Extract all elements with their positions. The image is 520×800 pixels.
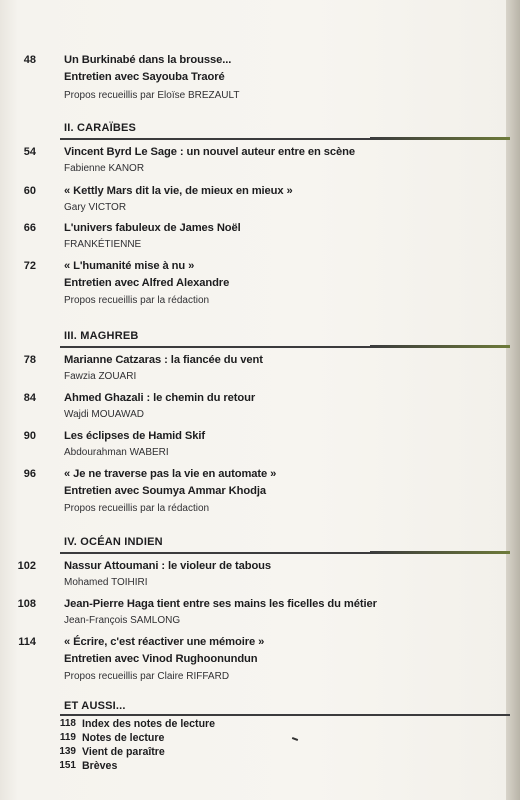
et-aussi-label: Brèves: [82, 760, 118, 772]
toc-entry-author: Abdourahman WABERI: [64, 447, 169, 458]
toc-entry-subtitle: Entretien avec Sayouba Traoré: [64, 71, 225, 83]
toc-page-number: 60: [23, 185, 36, 197]
toc-page-number: 48: [23, 54, 36, 66]
book-spine-edge: [506, 0, 520, 800]
toc-page-number: 84: [23, 392, 36, 404]
toc-page-number: 78: [23, 354, 36, 366]
section-heading-et-aussi: ET AUSSI...: [64, 700, 126, 712]
toc-entry-author: Mohamed TOIHIRI: [64, 577, 148, 588]
section-rule: [60, 138, 510, 140]
section-heading-ocean-indien: IV. OCÉAN INDIEN: [64, 536, 163, 548]
toc-entry-author: Propos recueillis par Eloïse BREZAULT: [64, 90, 240, 101]
et-aussi-item: [44, 746, 494, 760]
toc-page-number: 66: [23, 222, 36, 234]
toc-entry-author: Propos recueillis par la rédaction: [64, 295, 210, 306]
et-aussi-item: [44, 718, 494, 732]
toc-entry-title: Les éclipses de Hamid Skif: [64, 430, 206, 442]
et-aussi-label: Index des notes de lecture: [82, 718, 216, 730]
toc-entry-author: Propos recueillis par Claire RIFFARD: [64, 671, 230, 682]
toc-page-number: 72: [23, 260, 36, 272]
toc-page-number: 114: [18, 636, 36, 648]
toc-page-number: 96: [23, 468, 36, 480]
toc-entry-title: Vincent Byrd Le Sage : un nouvel auteur entre en scène: [64, 146, 355, 158]
section-rule: [60, 552, 510, 554]
toc-page-number: 102: [17, 560, 36, 572]
et-aussi-page-number: 139: [59, 746, 76, 757]
toc-entry-subtitle: Entretien avec Soumya Ammar Khodja: [64, 485, 266, 497]
toc-entry-title: Un Burkinabé dans la brousse...: [64, 54, 232, 66]
toc-page-number: 54: [23, 146, 36, 158]
toc-entry-title: « Je ne traverse pas la vie en automate »: [64, 468, 277, 480]
toc-entry-author: Gary VICTOR: [64, 202, 127, 213]
section-rule: [60, 346, 510, 348]
section-rule-accent: [370, 137, 510, 140]
toc-entry-author: Wajdi MOUAWAD: [64, 409, 144, 420]
toc-entry-title: « Écrire, c'est réactiver une mémoire »: [64, 636, 265, 648]
toc-entry-author: FRANKÉTIENNE: [64, 239, 142, 250]
toc-entry-author: Propos recueillis par la rédaction: [64, 503, 210, 514]
section-rule-accent: [370, 345, 510, 348]
toc-entry-title: Marianne Catzaras : la fiancée du vent: [64, 354, 263, 366]
et-aussi-label: Vient de paraître: [82, 746, 165, 758]
toc-entry-title: Jean-Pierre Haga tient entre ses mains les ficelles du métier: [64, 598, 377, 610]
et-aussi-label: Notes de lecture: [82, 732, 165, 744]
toc-entry-title: « L'humanité mise à nu »: [64, 260, 195, 272]
et-aussi-item: [44, 760, 494, 774]
toc-page-number: 108: [17, 598, 36, 610]
toc-page-number: 90: [23, 430, 36, 442]
et-aussi-page-number: 151: [59, 760, 76, 771]
toc-entry-subtitle: Entretien avec Alfred Alexandre: [64, 277, 230, 289]
et-aussi-item: [44, 732, 494, 746]
toc-entry-title: L'univers fabuleux de James Noël: [64, 222, 241, 234]
toc-entry-title: Ahmed Ghazali : le chemin du retour: [64, 392, 256, 404]
toc-entry-author: Fawzia ZOUARI: [64, 371, 137, 382]
et-aussi-page-number: 118: [59, 718, 76, 729]
section-heading-maghreb: III. MAGHREB: [64, 330, 139, 342]
toc-entry-subtitle: Entretien avec Vinod Rughoonundun: [64, 653, 258, 665]
section-rule-accent: [370, 551, 510, 554]
toc-entry-title: « Kettly Mars dit la vie, de mieux en mieux »: [64, 185, 293, 197]
et-aussi-page-number: 119: [59, 732, 76, 743]
section-heading-caraibes: II. CARAÏBES: [64, 122, 137, 134]
toc-entry-author: Fabienne KANOR: [64, 163, 145, 174]
section-rule: [60, 714, 510, 716]
toc-entry-author: Jean-François SAMLONG: [64, 615, 181, 626]
toc-entry-title: Nassur Attoumani : le violeur de tabous: [64, 560, 272, 572]
